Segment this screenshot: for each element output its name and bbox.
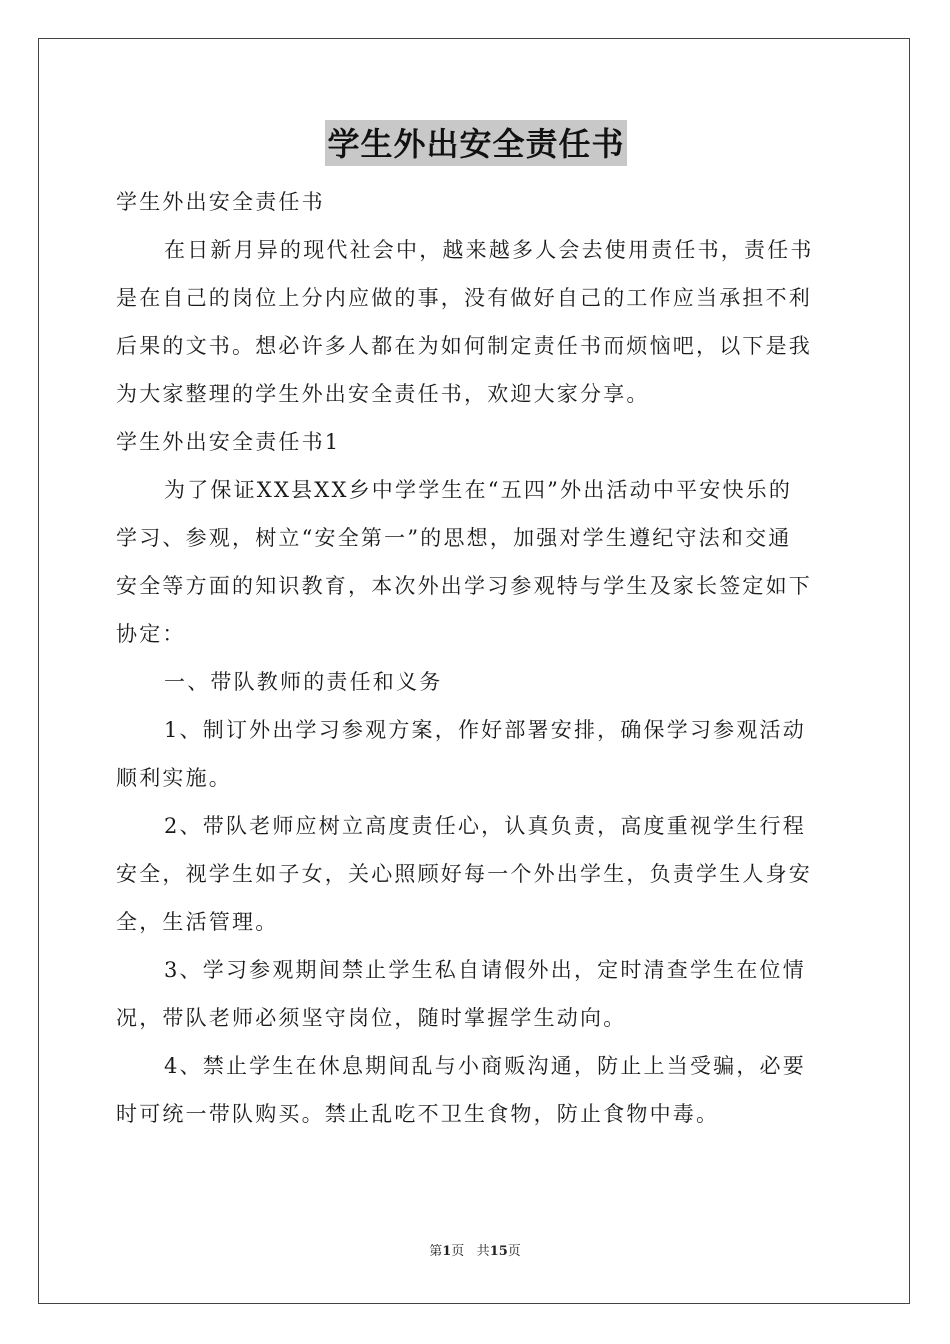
page-footer (0, 1240, 950, 1259)
item-line: 1、制订外出学习参观方案，作好部署安排，确保学习参观活动 (164, 718, 806, 742)
intro-line: 为大家整理的学生外出安全责任书，欢迎大家分享。 (116, 382, 650, 406)
document-title: 学生外出安全责任书 (325, 120, 626, 166)
document-subtitle: 学生外出安全责任书 (116, 190, 325, 214)
item-line: 时可统一带队购买。禁止乱吃不卫生食物，防止食物中毒。 (116, 1102, 720, 1126)
title-wrap (116, 120, 836, 178)
item-line: 4、禁止学生在休息期间乱与小商贩沟通，防止上当受骗，必要 (164, 1054, 806, 1078)
page-suffix: 页 (451, 1244, 465, 1259)
item-line: 安全，视学生如子女，关心照顾好每一个外出学生，负责学生人身安 (116, 862, 812, 886)
agreement-paragraph (116, 466, 836, 658)
intro-line: 是在自己的岗位上分内应做的事，没有做好自己的工作应当承担不利 (116, 286, 812, 310)
item-3 (116, 946, 836, 1042)
page-number: 1 (442, 1244, 452, 1259)
item-line: 况，带队老师必须坚守岗位，随时掌握学生动向。 (116, 1006, 627, 1030)
intro-line: 在日新月异的现代社会中，越来越多人会去使用责任书，责任书 (164, 238, 814, 262)
document-body (116, 120, 836, 1138)
page-prefix: 第 (429, 1244, 443, 1259)
agreement-line: 安全等方面的知识教育，本次外出学习参观特与学生及家长签定如下 (116, 574, 812, 598)
intro-paragraph (116, 226, 836, 418)
item-1 (116, 706, 836, 802)
total-pages: 15 (489, 1244, 508, 1259)
item-line: 3、学习参观期间禁止学生私自请假外出，定时清查学生在位情 (164, 958, 806, 982)
item-line: 全，生活管理。 (116, 910, 279, 934)
agreement-line: 学习、参观，树立“安全第一”的思想，加强对学生遵纪守法和交通 (116, 526, 792, 550)
agreement-line: 为了保证XX县XX乡中学学生在“五四”外出活动中平安快乐的 (164, 478, 793, 502)
section-heading: 学生外出安全责任书1 (116, 430, 341, 454)
item-line: 顺利实施。 (116, 766, 232, 790)
item-4 (116, 1042, 836, 1138)
agreement-line: 协定： (116, 622, 186, 646)
total-suffix: 页 (507, 1244, 521, 1259)
duty-heading: 一、带队教师的责任和义务 (164, 670, 443, 694)
intro-line: 后果的文书。想必许多人都在为如何制定责任书而烦恼吧，以下是我 (116, 334, 812, 358)
item-line: 2、带队老师应树立高度责任心，认真负责，高度重视学生行程 (164, 814, 806, 838)
total-prefix: 共 (476, 1244, 490, 1259)
item-2 (116, 802, 836, 946)
